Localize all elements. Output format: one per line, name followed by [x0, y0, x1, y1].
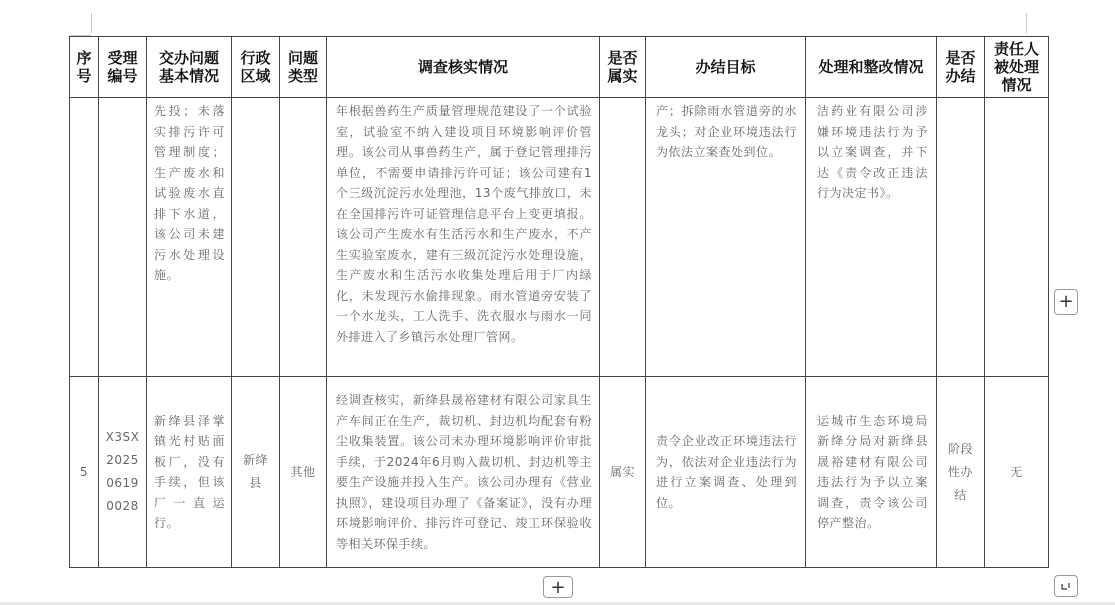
- margin-corner-mark: [91, 13, 92, 33]
- cell-investigation: 年根据兽药生产质量管理规范建设了一个试验室，试验室不纳入建设项目环境影响评价管理。该公司从事兽药生产，属于登记管理排污单位，不需要申请排污许可证；该公司建有1个三级沉淀污水处理池，13个废气排放口，未在全国排污许可证管理信息平台上变更填报。该公司产生废水有生活污水和生产废水，不产生实验室废水，建有三级沉淀污水处理设施，生产废水和生活污水收集处理后用于厂内绿化，未发现污水偷排现象。雨水管道旁安装了一个水龙头，工人洗手、洗衣服水与雨水一同外排进入了乡镇污水处理厂管网。: [327, 98, 600, 377]
- cell-region: [232, 98, 280, 377]
- cell-case-no: [99, 98, 147, 377]
- header-case-no: 受理编号: [99, 37, 147, 98]
- table-resize-handle[interactable]: [1054, 575, 1078, 597]
- header-issue: 交办问题基本情况: [147, 37, 232, 98]
- header-type: 问题类型: [280, 37, 327, 98]
- add-row-button[interactable]: +: [543, 576, 573, 598]
- cell-region: 新绛县: [232, 377, 280, 568]
- resize-corner-icon: [1055, 576, 1077, 596]
- cell-accountability: [985, 98, 1049, 377]
- table-header-row: [70, 37, 1049, 98]
- cell-accountability: 无: [985, 377, 1049, 568]
- cell-goal: 产；拆除雨水管道旁的水龙头；对企业环境违法行为依法立案查处到位。: [646, 98, 806, 377]
- cell-goal: 责令企业改正环境违法行为，依法对企业违法行为进行立案调查、处理到位。: [646, 377, 806, 568]
- header-closed: 是否办结: [937, 37, 985, 98]
- cell-issue: 新绛县泽掌镇光村贴面板厂，没有手续，但该厂一直运行。: [147, 377, 232, 568]
- margin-corner-mark: [1026, 13, 1027, 33]
- cell-closed: [937, 98, 985, 377]
- cell-handling: 运城市生态环境局新绛分局对新绛县晟裕建材有限公司违法行为予以立案调查，责令该公司停产整治。: [806, 377, 937, 568]
- cell-type: [280, 98, 327, 377]
- cell-case-no: X3SX20250619​0028: [99, 377, 147, 568]
- cell-issue: 先投；未落实排污许可管理制度；生产废水和试验废水直排下水道，该公司未建污水处理设施。: [147, 98, 232, 377]
- add-column-button[interactable]: +: [1054, 289, 1078, 315]
- header-region: 行政区域: [232, 37, 280, 98]
- cell-verified: [600, 98, 646, 377]
- cell-verified: 属实: [600, 377, 646, 568]
- cell-closed: 阶段性办结: [937, 377, 985, 568]
- header-goal: 办结目标: [646, 37, 806, 98]
- cell-handling: 洁药业有限公司涉嫌环境违法行为予以立案调查，并下达《责令改正违法行为决定书》。: [806, 98, 937, 377]
- cell-seq: 5: [70, 377, 99, 568]
- header-accountability: 责任人被处理情况: [985, 37, 1049, 98]
- complaint-table: [69, 36, 1049, 568]
- header-seq: 序号: [70, 37, 99, 98]
- cell-investigation: 经调查核实，新绛县晟裕建材有限公司家具生产车间正在生产，裁切机、封边机均配套有粉尘收集装置。该公司未办理环境影响评价审批手续，于2024年6月购入裁切机、封边机等主要生产设施并投入生产。该公司办理有《营业执照》，建设项目办理了《备案证》，没有办理环境影响评价、排污许可登记、竣工环保验收等相关环保手续。: [327, 377, 600, 568]
- table-row: [70, 377, 1049, 568]
- cell-type: 其他: [280, 377, 327, 568]
- cell-seq: [70, 98, 99, 377]
- header-investigation: 调查核实情况: [327, 37, 600, 98]
- table-row: [70, 98, 1049, 377]
- header-verified: 是否属实: [600, 37, 646, 98]
- header-handling: 处理和整改情况: [806, 37, 937, 98]
